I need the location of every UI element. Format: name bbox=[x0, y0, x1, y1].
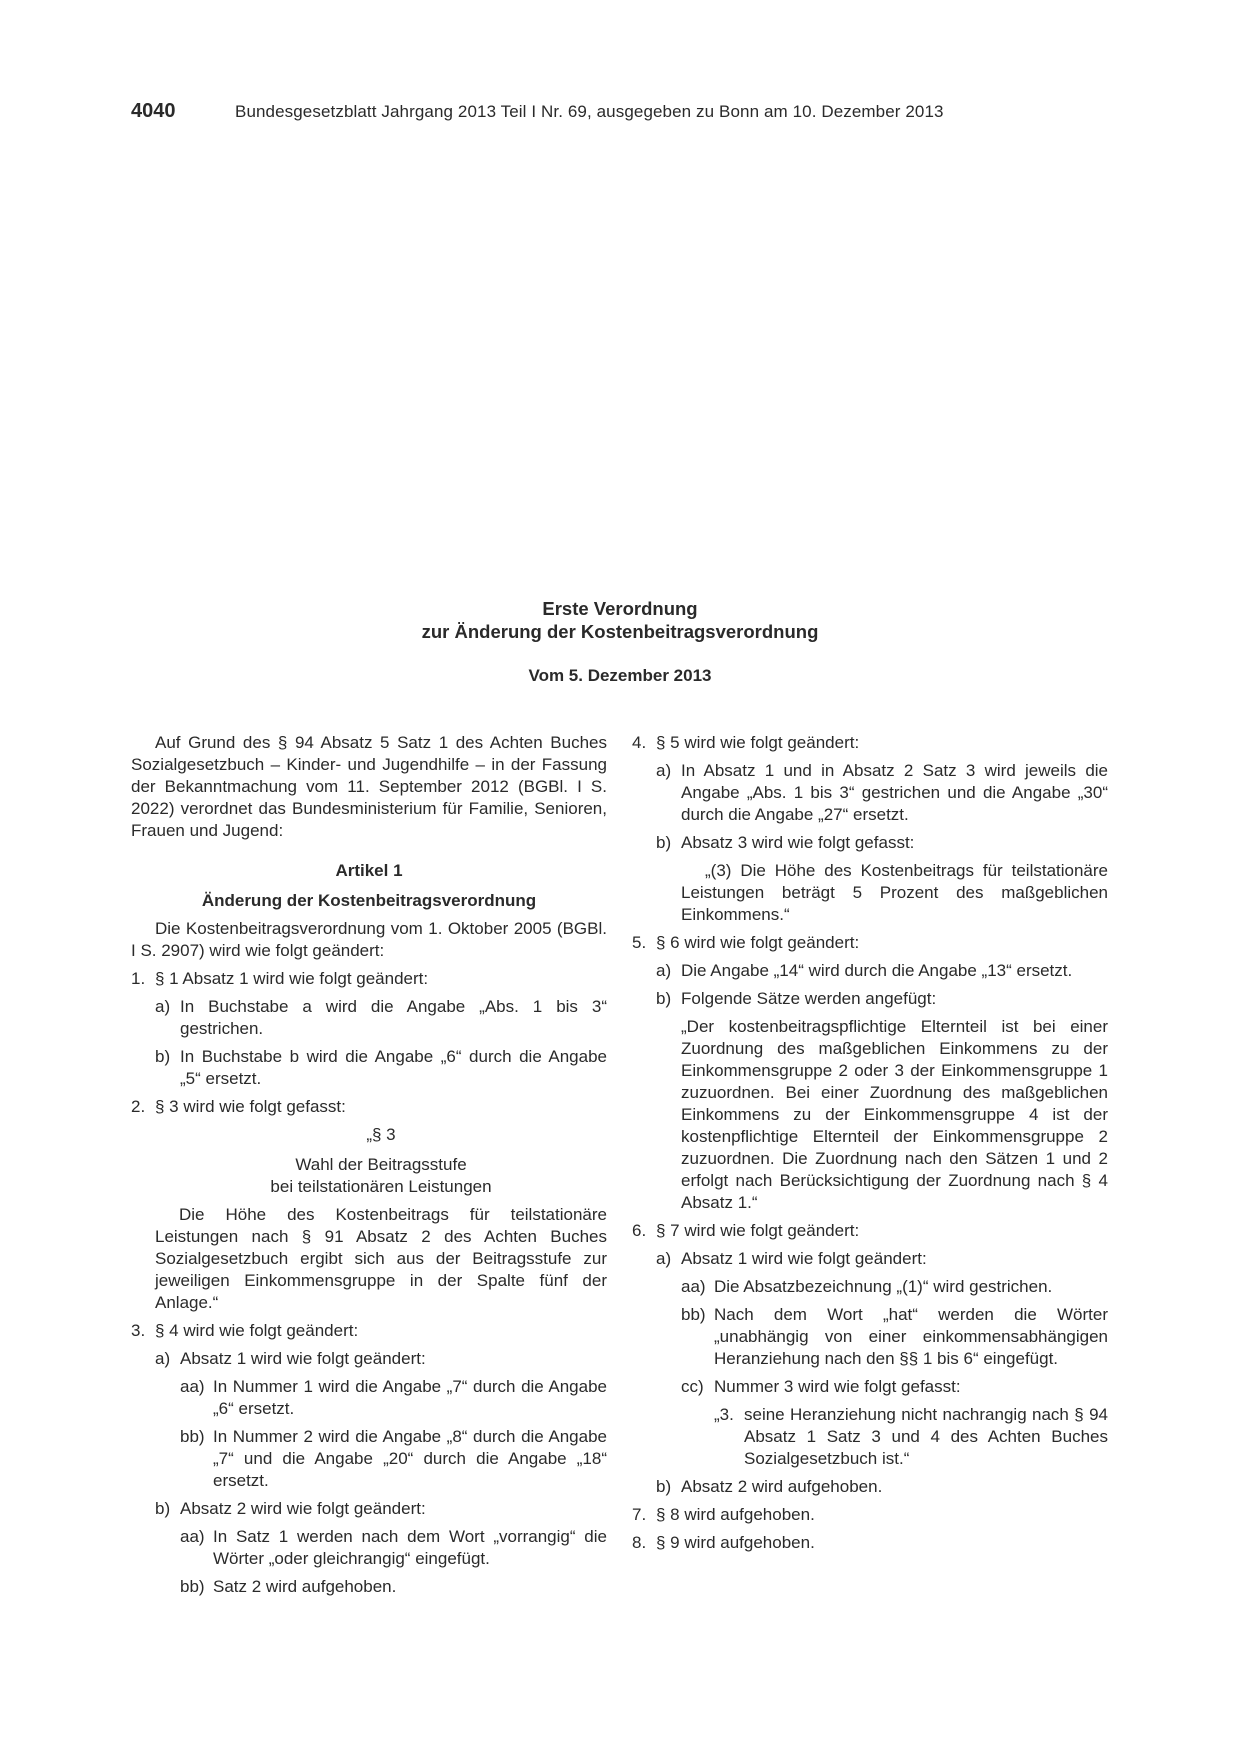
item-label: 8. bbox=[632, 1533, 647, 1552]
item-text: Folgende Sätze werden angefügt: bbox=[681, 989, 937, 1008]
item-label: a) bbox=[656, 961, 672, 980]
list-item bbox=[180, 1576, 607, 1598]
item-label: b) bbox=[155, 1499, 171, 1518]
list-item bbox=[131, 1320, 607, 1342]
item-text: § 5 wird wie folgt geändert: bbox=[656, 733, 860, 752]
item-text: § 7 wird wie folgt geändert: bbox=[656, 1221, 860, 1240]
list-item bbox=[681, 1276, 1108, 1298]
item-label: 4. bbox=[632, 733, 647, 752]
item-text: § 3 wird wie folgt gefasst: bbox=[155, 1097, 346, 1116]
page-number: 4040 bbox=[131, 100, 176, 122]
list-item bbox=[656, 988, 1108, 1010]
quoted-list-item bbox=[714, 1404, 1108, 1470]
item-label: 3. bbox=[131, 1321, 146, 1340]
item-text: § 1 Absatz 1 wird wie folgt geändert: bbox=[155, 969, 429, 988]
section-3-title-line2: bei teilstationären Leistungen bbox=[270, 1177, 492, 1196]
list-item bbox=[155, 1348, 607, 1370]
list-item bbox=[681, 1376, 1108, 1398]
list-item bbox=[155, 1498, 607, 1520]
preamble: Auf Grund des § 94 Absatz 5 Satz 1 des Achten Buches Sozialgesetzbuch – Kinder- und Jugendhilfe – in der Fassung der Bekanntmachung vom 11. September 2012 (BGBl. I S. 2022) verordnet das Bundesministerium für Familie, Senioren, Frauen und Jugend: bbox=[131, 733, 607, 840]
left-column bbox=[131, 732, 607, 1598]
item-label: 1. bbox=[131, 969, 146, 988]
list-item bbox=[131, 968, 607, 990]
item-label: a) bbox=[155, 997, 171, 1016]
section-3-block bbox=[155, 1124, 607, 1314]
item-text: Die Absatzbezeichnung „(1)“ wird gestrichen. bbox=[714, 1277, 1053, 1296]
item-label: 5. bbox=[632, 933, 647, 952]
list-item bbox=[656, 960, 1108, 982]
quoted-paragraph: „Der kostenbeitragspflichtige Elternteil ist bei einer Zuordnung des maßgeblichen Einkommens zu der Einkommensgruppe 2 oder 3 der Einkommensgruppe 1 zuzuordnen. Bei einer Zuordnung des maßgeblichen Einkommens zu der Einkommensgruppe 4 ist der kostenpflichtige Elternteil der Einkommensgruppe 2 zuzuordnen. Die Zuordnung nach den Sätzen 1 und 2 erfolgt nach Berücksichtigung der Zuordnung nach § 4 Absatz 1.“ bbox=[681, 1017, 1108, 1212]
right-column bbox=[632, 732, 1108, 1554]
quoted-paragraph: „(3) Die Höhe des Kostenbeitrags für teilstationäre Leistungen beträgt 5 Prozent des maßgeblichen Einkommens.“ bbox=[681, 861, 1108, 924]
list-item bbox=[155, 1046, 607, 1090]
item-text: § 6 wird wie folgt geändert: bbox=[656, 933, 860, 952]
item-label: bb) bbox=[681, 1305, 706, 1324]
item-label: 6. bbox=[632, 1221, 647, 1240]
item-text: Nummer 3 wird wie folgt gefasst: bbox=[714, 1377, 961, 1396]
item-text: In Absatz 1 und in Absatz 2 Satz 3 wird jeweils die Angabe „Abs. 1 bis 3“ gestrichen und die Angabe „30“ durch die Angabe „27“ ersetzt. bbox=[681, 761, 1108, 824]
item-text: § 8 wird aufgehoben. bbox=[656, 1505, 815, 1524]
item-text: Satz 2 wird aufgehoben. bbox=[213, 1577, 397, 1596]
list-item bbox=[632, 932, 1108, 954]
item-label: a) bbox=[656, 1249, 672, 1268]
item-label: bb) bbox=[180, 1427, 205, 1446]
item-text: seine Heranziehung nicht nachrangig nach § 94 Absatz 1 Satz 3 und 4 des Achten Buches Sozialgesetzbuch ist.“ bbox=[744, 1405, 1108, 1468]
section-3-heading: „§ 3 bbox=[366, 1125, 396, 1144]
list-item bbox=[180, 1426, 607, 1492]
list-item bbox=[656, 1476, 1108, 1498]
list-item bbox=[632, 1220, 1108, 1242]
document-title-line2: zur Änderung der Kostenbeitragsverordnung bbox=[421, 621, 819, 642]
running-head: Bundesgesetzblatt Jahrgang 2013 Teil I Nr. 69, ausgegeben zu Bonn am 10. Dezember 2013 bbox=[235, 102, 944, 121]
item-text: Nach dem Wort „hat“ werden die Wörter „unabhängig von einer einkommensabhängigen Heranziehung nach den §§ 1 bis 6“ eingefügt. bbox=[714, 1305, 1108, 1368]
item-label: a) bbox=[155, 1349, 171, 1368]
list-item bbox=[180, 1376, 607, 1420]
item-label: aa) bbox=[180, 1377, 205, 1396]
item-label: 2. bbox=[131, 1097, 146, 1116]
item-label: b) bbox=[155, 1047, 171, 1066]
document-title-line1: Erste Verordnung bbox=[542, 598, 698, 619]
section-3-title-line1: Wahl der Beitragsstufe bbox=[295, 1155, 467, 1174]
item-text: § 9 wird aufgehoben. bbox=[656, 1533, 815, 1552]
list-item bbox=[632, 1504, 1108, 1526]
document-date: Vom 5. Dezember 2013 bbox=[528, 666, 712, 685]
list-item bbox=[656, 1248, 1108, 1270]
list-item bbox=[681, 1304, 1108, 1370]
list-item bbox=[632, 1532, 1108, 1554]
item-text: Absatz 3 wird wie folgt gefasst: bbox=[681, 833, 915, 852]
item-text: § 4 wird wie folgt geändert: bbox=[155, 1321, 359, 1340]
article-intro: Die Kostenbeitragsverordnung vom 1. Oktober 2005 (BGBl. I S. 2907) wird wie folgt geändert: bbox=[131, 919, 607, 960]
item-label: aa) bbox=[681, 1277, 706, 1296]
item-label: aa) bbox=[180, 1527, 205, 1546]
item-label: b) bbox=[656, 989, 672, 1008]
article-heading: Artikel 1 bbox=[335, 861, 403, 880]
item-label: cc) bbox=[681, 1377, 704, 1396]
item-text: In Nummer 1 wird die Angabe „7“ durch die Angabe „6“ ersetzt. bbox=[213, 1377, 607, 1418]
item-text: In Nummer 2 wird die Angabe „8“ durch die Angabe „7“ und die Angabe „20“ durch die Angabe „18“ ersetzt. bbox=[213, 1427, 607, 1490]
item-text: Absatz 2 wird aufgehoben. bbox=[681, 1477, 883, 1496]
list-item bbox=[131, 1096, 607, 1118]
item-label: b) bbox=[656, 833, 672, 852]
item-text: Absatz 1 wird wie folgt geändert: bbox=[681, 1249, 927, 1268]
list-item bbox=[155, 996, 607, 1040]
item-text: Absatz 2 wird wie folgt geändert: bbox=[180, 1499, 426, 1518]
list-item bbox=[180, 1526, 607, 1570]
item-text: Die Angabe „14“ wird durch die Angabe „13“ ersetzt. bbox=[681, 961, 1073, 980]
item-text: In Satz 1 werden nach dem Wort „vorrangig“ die Wörter „oder gleichrangig“ eingefügt. bbox=[213, 1527, 607, 1568]
list-item bbox=[656, 832, 1108, 854]
section-3-text: Die Höhe des Kostenbeitrags für teilstationäre Leistungen nach § 91 Absatz 2 des Achten Buches Sozialgesetzbuch ergibt sich aus der Beitragsstufe zur jeweiligen Einkommensgruppe in der Spalte fünf der Anlage.“ bbox=[155, 1205, 607, 1312]
item-label: „3. bbox=[714, 1405, 734, 1424]
item-text: Absatz 1 wird wie folgt geändert: bbox=[180, 1349, 426, 1368]
item-label: 7. bbox=[632, 1505, 647, 1524]
item-text: In Buchstabe a wird die Angabe „Abs. 1 bis 3“ gestrichen. bbox=[180, 997, 607, 1038]
article-title: Änderung der Kostenbeitragsverordnung bbox=[201, 891, 537, 910]
item-label: b) bbox=[656, 1477, 672, 1496]
list-item bbox=[656, 760, 1108, 826]
item-text: In Buchstabe b wird die Angabe „6“ durch die Angabe „5“ ersetzt. bbox=[180, 1047, 607, 1088]
item-label: bb) bbox=[180, 1577, 205, 1596]
list-item bbox=[632, 732, 1108, 754]
item-label: a) bbox=[656, 761, 672, 780]
